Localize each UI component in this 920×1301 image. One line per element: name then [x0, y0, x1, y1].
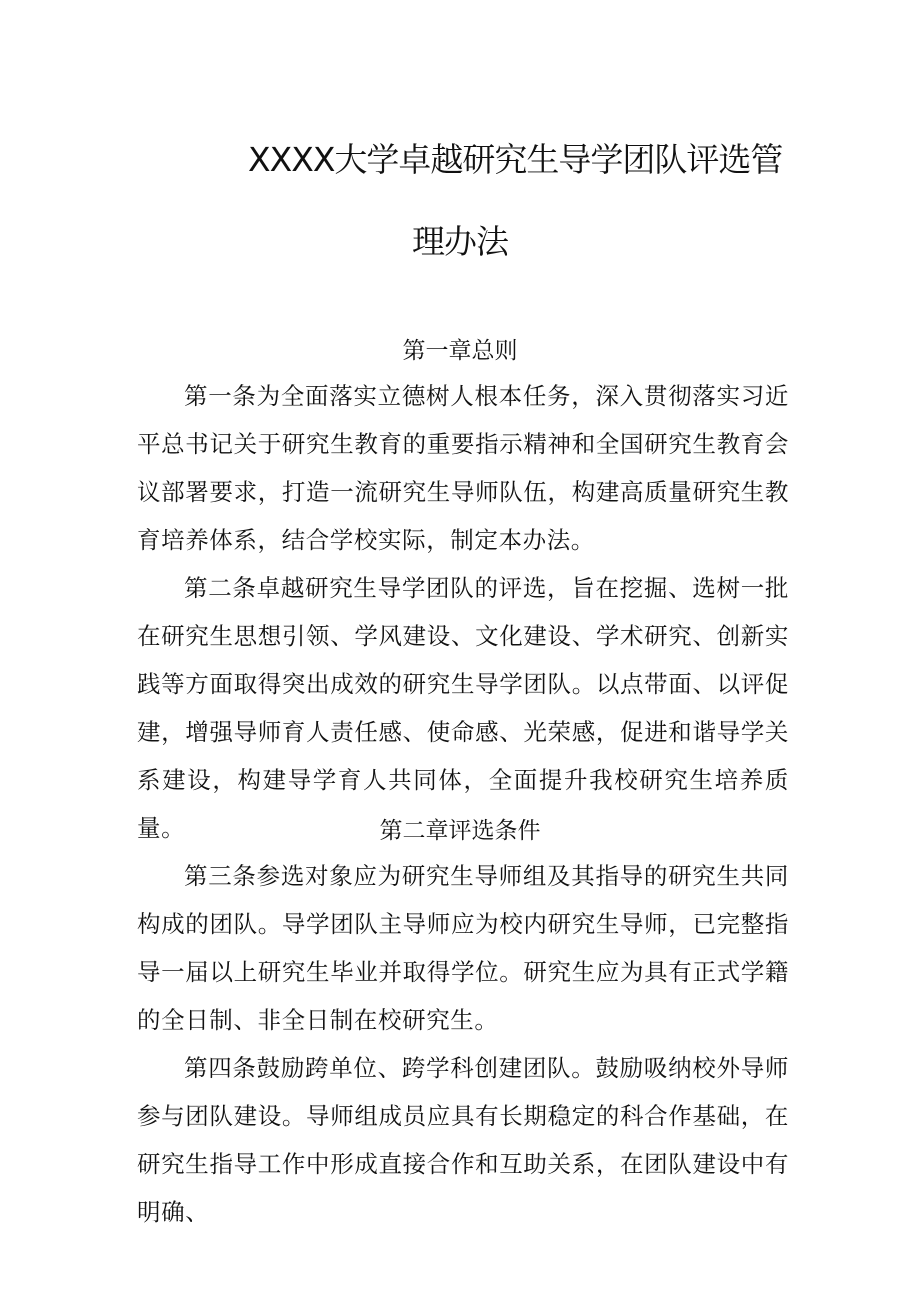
chapter-heading-2: 第二章评选条件 [379, 818, 541, 844]
document-title-line1: XXXX大学卓越研究生导学团队评选管 [248, 140, 783, 179]
document-title-line2: 理办法 [412, 222, 508, 261]
article-4: 第四条鼓励跨单位、跨学科创建团队。鼓励吸纳校外导师参与团队建设。导师组成员应具有长期稳定的科合作基础，在研究生指导工作中形成直接合作和互助关系，在团队建设中有明确、 [137, 1054, 789, 1226]
chapter-heading-1: 第一章总则 [402, 338, 518, 364]
article-1: 第一条为全面落实立德树人根本任务，深入贯彻落实习近平总书记关于研究生教育的重要指示精神和全国研究生教育会议部署要求，打造一流研究生导师队伍，构建高质量研究生教育培养体系，结合学校实际，制定本办法。 [137, 382, 789, 554]
article-2: 第二条卓越研究生导学团队的评选，旨在挖掘、选树一批在研究生思想引领、学风建设、文化建设、学术研究、创新实践等方面取得突出成效的研究生导学团队。以点带面、以评促建，增强导师育人责任感、使命感、光荣感，促进和谐导学关系建设，构建导学育人共同体，全面提升我校研究生培养质量。 [137, 574, 789, 842]
article-3: 第三条参选对象应为研究生导师组及其指导的研究生共同构成的团队。导学团队主导师应为校内研究生导师，已完整指导一届以上研究生毕业并取得学位。研究生应为具有正式学籍的全日制、非全日制在校研究生。 [137, 862, 789, 1034]
